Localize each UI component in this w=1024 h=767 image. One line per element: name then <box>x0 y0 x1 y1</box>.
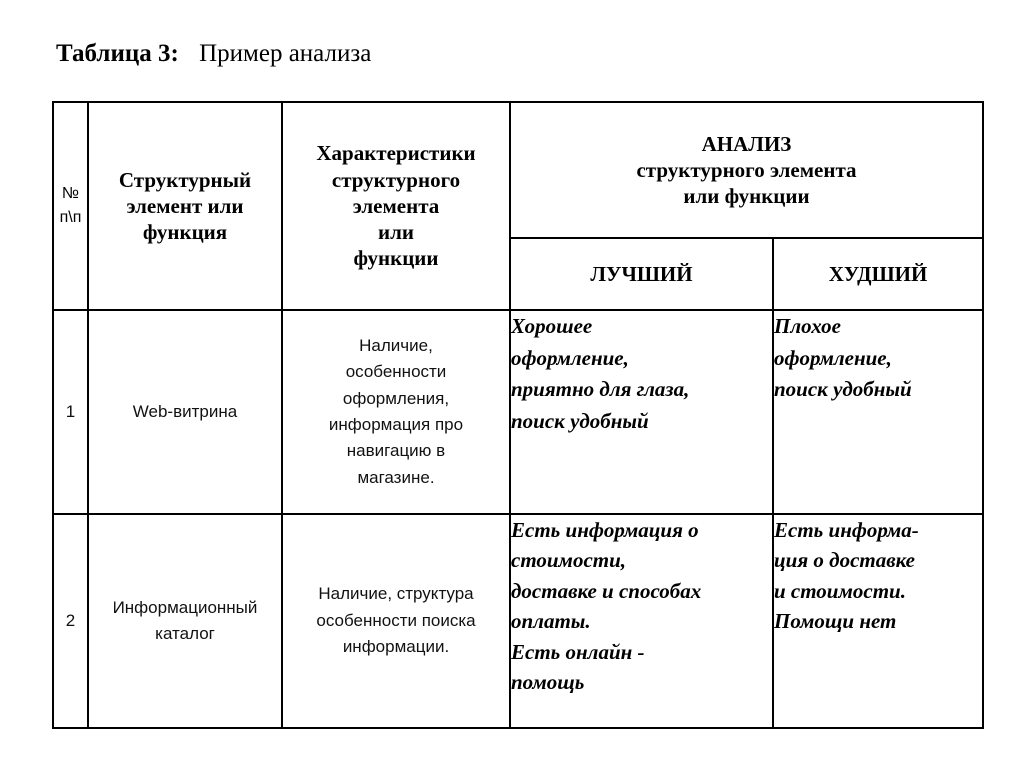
header-num: № п\п <box>53 102 88 310</box>
row-worst: Плохое оформление, поиск удобный <box>773 310 983 514</box>
row-num: 2 <box>53 514 88 728</box>
table-row <box>53 310 983 514</box>
analysis-table <box>52 101 984 729</box>
header-row <box>53 102 983 238</box>
table-row <box>53 514 983 728</box>
row-num: 1 <box>53 310 88 514</box>
header-worst: ХУДШИЙ <box>773 238 983 310</box>
row-element: Информационный каталог <box>88 514 282 728</box>
header-element: Структурный элемент или функция <box>88 102 282 310</box>
header-analysis: АНАЛИЗ структурного элемента или функции <box>510 102 983 238</box>
caption-label: Таблица 3: <box>56 40 179 67</box>
row-worst: Есть информа- ция о доставке и стоимости. Помощи нет <box>773 514 983 728</box>
table-caption <box>56 40 371 68</box>
caption-text: Пример анализа <box>199 40 372 67</box>
row-best: Хорошее оформление, приятно для глаза, поиск удобный <box>510 310 773 514</box>
header-best: ЛУЧШИЙ <box>510 238 773 310</box>
header-characteristics: Характеристики структурного элемента или функции <box>282 102 510 310</box>
row-characteristics: Наличие, особенности оформления, информация про навигацию в магазине. <box>282 310 510 514</box>
row-best: Есть информация о стоимости, доставке и способах оплаты. Есть онлайн - помощь <box>510 514 773 728</box>
row-element: Web-витрина <box>88 310 282 514</box>
row-characteristics: Наличие, структура особенности поиска информации. <box>282 514 510 728</box>
